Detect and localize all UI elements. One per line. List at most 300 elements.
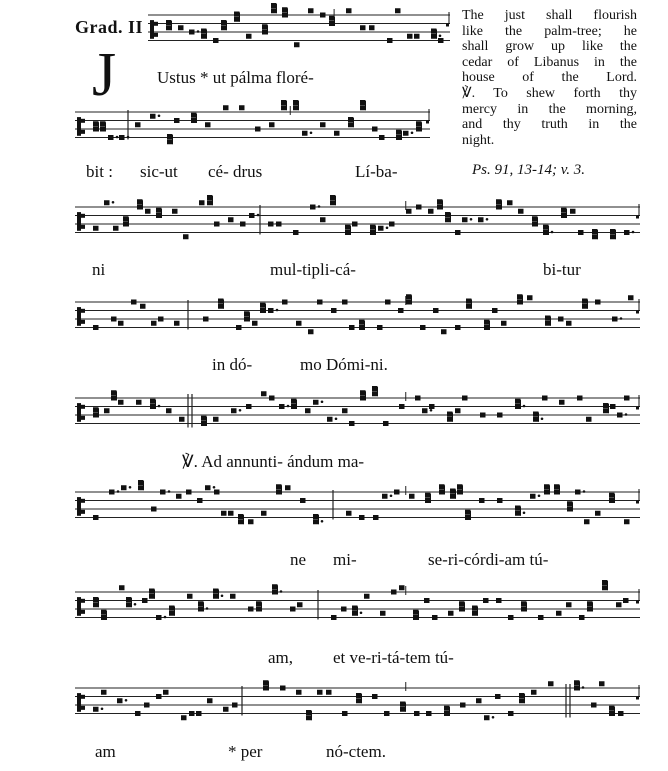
neume [407,34,413,39]
neume [272,590,278,595]
neume [282,300,288,305]
lyric-syllables: am [95,742,116,761]
initial-letter: J [92,41,117,109]
neume [359,320,365,325]
neume [240,222,246,227]
translation-line: shall grow up like the [462,39,637,55]
c-clef [77,117,81,136]
neume [230,594,236,599]
neume [108,135,114,140]
neume [406,209,412,214]
neume-dot [486,218,489,221]
neume [135,711,141,716]
translation-line: and thy truth in the [462,117,637,133]
c-clef [81,130,85,134]
translation-line: cedar of Libanus in the [462,54,637,70]
neume [172,209,178,214]
neume [455,325,461,330]
neume [214,222,220,227]
c-clef [81,599,85,603]
neume [331,615,337,620]
neume [199,200,205,205]
neume [356,693,362,698]
neume [492,308,498,313]
neume [271,3,277,8]
neume [197,498,203,503]
neume [261,511,267,516]
neume [543,225,549,230]
neume [160,490,166,495]
neume [214,490,220,495]
neume [416,121,422,126]
lyric-syllables: bit : [86,162,113,181]
neume [437,205,443,210]
neume-dot [360,611,363,614]
neume [612,317,618,322]
neume [438,38,444,43]
neume [269,122,275,127]
neume [389,222,395,227]
neume [501,321,507,326]
neume-dot [127,136,130,139]
neume [431,29,437,34]
neume [293,100,299,105]
neume [342,300,348,305]
neume-dot [625,413,628,416]
neume [382,494,388,499]
neume [413,615,419,620]
neume [178,25,184,30]
neume [567,507,573,512]
neume-dot [221,594,224,597]
neume [213,589,219,594]
neume-dot [321,400,324,403]
neume [282,13,288,18]
c-clef [81,405,85,409]
neume [320,122,326,127]
neume [345,230,351,235]
neume-dot [134,603,137,606]
neume [609,498,615,503]
c-clef [150,20,154,39]
neume [584,519,590,524]
neume [543,230,549,235]
neume [447,412,453,417]
c-clef [77,597,81,616]
neume [360,100,366,105]
neume [602,585,608,590]
translation-line: The just shall flourish [462,8,637,23]
neume [93,325,99,330]
neume [207,200,213,205]
neume [246,404,252,409]
neume [119,585,125,590]
neume [302,131,308,136]
neume [93,597,99,602]
neume [234,17,240,22]
neume [213,594,219,599]
neume [263,686,269,691]
neume [595,511,601,516]
neume [387,38,393,43]
neume [156,208,162,213]
neume [123,222,129,227]
neume [327,417,333,422]
neume [433,308,439,313]
neume-dot [168,490,171,493]
neume [248,607,254,612]
neume-dot [310,131,313,134]
neume-dot [470,218,473,221]
neume [592,234,598,239]
custos [636,601,639,604]
neume [400,707,406,712]
neume [403,131,409,136]
neume-dot [239,409,242,412]
neume [575,490,581,495]
neume [616,602,622,607]
neume [574,680,580,685]
custos [636,216,639,219]
neume-dot [321,520,324,523]
neume-dot [492,716,495,719]
neume [93,127,99,132]
neume-dot [206,607,209,610]
neume [201,421,207,426]
neume [439,484,445,489]
neume [582,299,588,304]
neume [156,694,162,699]
neume [306,715,312,720]
neume [566,321,572,326]
neume [166,408,172,413]
neume [496,598,502,603]
neume [156,615,162,620]
neume [429,404,435,409]
neume [484,320,490,325]
neume [317,300,323,305]
neume [373,515,379,520]
neume [308,8,314,13]
neume [207,698,213,703]
neume [441,329,447,334]
neume [377,325,383,330]
neume [544,490,550,495]
neume [93,707,99,712]
neume [131,300,137,305]
neume [121,485,127,490]
neume [609,706,615,711]
neume [476,698,482,703]
neume [479,498,485,503]
neume [166,20,172,25]
neume [167,134,173,139]
neume-dot [411,131,414,134]
neume [592,229,598,234]
c-clef [81,214,85,218]
neume [213,38,219,43]
neume [577,396,583,401]
neume [191,118,197,123]
neume [151,321,157,326]
neume [624,396,630,401]
lyric-syllables: ℣. Ad annunti- ándum ma- [182,452,365,471]
neume-dot [101,707,104,710]
neume [624,519,630,524]
neume [352,222,358,227]
neume-dot [620,317,623,320]
neume [123,216,129,221]
neume [466,299,472,304]
c-clef [81,309,85,313]
neume [104,408,110,413]
neume [138,485,144,490]
custos [636,311,639,314]
neume [189,30,195,35]
neume [297,602,303,607]
neume [420,325,426,330]
neume-dot [523,511,526,514]
neume [595,300,601,305]
neume-dot [541,417,544,420]
neume [624,230,630,235]
neume-dot [280,590,283,593]
neume [169,606,175,611]
neume [268,222,274,227]
neume [484,325,490,330]
neume [221,25,227,30]
neume [329,21,335,26]
neume [239,105,245,110]
neume [118,400,124,405]
neume [533,417,539,422]
neume-dot [582,686,585,689]
neume [176,494,182,499]
neume [603,403,609,408]
neume [279,404,285,409]
neume [181,715,187,720]
neume [496,199,502,204]
neume [425,493,431,498]
neume [379,135,385,140]
neume [293,230,299,235]
lyric-syllables: Ustus * ut pálma floré- [157,68,314,87]
neume [334,131,340,136]
neume [93,602,99,607]
neume [398,308,404,313]
neume [587,601,593,606]
neume [561,213,567,218]
neume [238,514,244,519]
neume [260,303,266,308]
neume-dot [276,309,279,312]
neume [326,690,332,695]
c-clef [77,693,81,712]
neume [137,199,143,204]
neume [93,226,99,231]
neume [111,317,117,322]
neume [149,589,155,594]
neume [118,321,124,326]
c-clef [81,119,85,123]
neume [140,304,146,309]
neume [294,42,300,47]
neume [554,490,560,495]
neume [460,703,466,708]
neume [396,130,402,135]
neume [545,316,551,321]
neume [478,217,484,222]
neume [223,707,229,712]
neume [394,490,400,495]
neume [587,607,593,612]
lyric-syllables: et ve-ri-tá-tem tú- [333,648,454,667]
neume [342,408,348,413]
neume [205,485,211,490]
neume-dot [197,30,200,33]
neume [450,489,456,494]
c-clef [77,403,81,422]
neume [276,222,282,227]
neume [559,400,565,405]
c-clef [81,510,85,514]
neume [93,121,99,126]
neume [399,404,405,409]
custos [636,407,639,410]
neume [126,597,132,602]
neume-dot [439,34,442,37]
neume [269,396,275,401]
neume-dot [112,201,115,204]
neume-dot [551,231,554,234]
neume [244,317,250,322]
neume [223,105,229,110]
lyric-syllables: se-ri-córdi-am tú- [428,550,549,569]
custos [446,24,449,27]
neume-dot [335,417,338,420]
neume [136,400,142,405]
neume [189,711,195,716]
custos [636,501,639,504]
neume [256,607,262,612]
neume [329,16,335,21]
neume [380,611,386,616]
c-clef [81,610,85,614]
neume [603,408,609,413]
neume [527,295,533,300]
neume-dot [430,409,433,412]
neume [610,229,616,234]
neume [497,498,503,503]
neume [306,710,312,715]
neume [395,8,401,13]
neume [508,711,514,716]
neume [262,30,268,35]
neume [472,606,478,611]
neume [372,694,378,699]
lyric-syllables: bi-tur [543,260,581,279]
neume [169,611,175,616]
neume [281,100,287,105]
neume [372,386,378,391]
neume [445,217,451,222]
neume [305,408,311,413]
neume-dot [158,405,161,408]
neume [221,511,227,516]
psalm-reference: Ps. 91, 13-14; v. 3. [472,162,586,178]
neume [406,294,412,299]
neume [221,20,227,25]
neume [117,698,123,703]
neume [352,606,358,611]
neume [424,598,430,603]
neume [261,391,267,396]
neume [348,122,354,127]
neume [276,490,282,495]
neume [455,408,461,413]
neume [531,690,537,695]
neume [521,607,527,612]
neume [542,396,548,401]
neume [291,399,297,404]
c-clef [81,706,85,710]
translation-line: house of the Lord. [462,70,637,86]
neume [149,594,155,599]
neume [445,212,451,217]
neume [135,122,141,127]
lyric-syllables: nó-ctem. [326,742,386,761]
neume [174,321,180,326]
neume [428,209,434,214]
custos [636,697,639,700]
neume [496,205,502,210]
neume [591,703,597,708]
c-clef [81,320,85,324]
neume [457,484,463,489]
neume [628,295,634,300]
neume [384,711,390,716]
lyric-syllables: sic-ut [140,162,178,181]
neume [538,615,544,620]
neume [174,118,180,123]
translation-line: night. [462,132,495,148]
neume [205,122,211,127]
neume [166,25,172,30]
neume [198,601,204,606]
lyric-syllables: * per [228,742,263,761]
neume [349,325,355,330]
neume [186,490,192,495]
neume [317,690,323,695]
neume [201,34,207,39]
neume [422,408,428,413]
neume [163,690,169,695]
neume [414,34,420,39]
neume [191,113,197,118]
neume [466,304,472,309]
neume [457,490,463,495]
neume [548,681,554,686]
neume [285,485,291,490]
lyric-syllables: Lí-ba- [355,162,398,181]
neume [448,611,454,616]
c-clef [154,22,158,26]
lyric-syllables: ni [92,260,106,279]
neume-dot [129,486,132,489]
neume-dot [117,490,120,493]
neume [138,480,144,485]
neume [262,24,268,29]
